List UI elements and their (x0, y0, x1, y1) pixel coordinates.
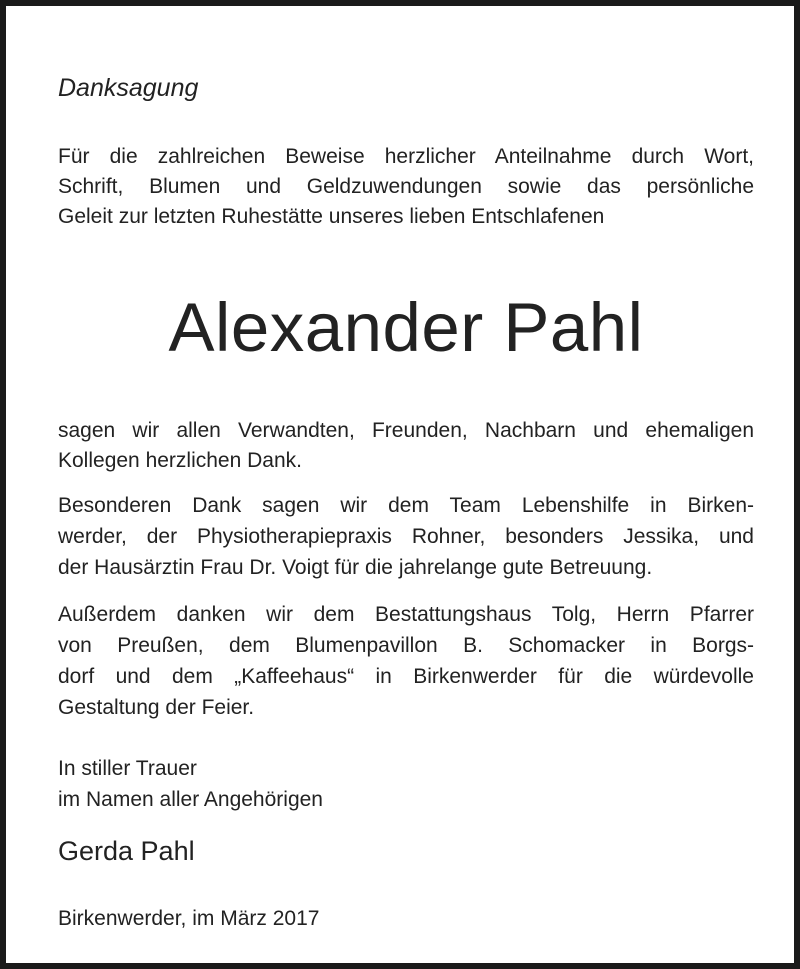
signer-name: Gerda Pahl (58, 836, 195, 866)
closing-line: In stiller Trauer (58, 757, 197, 780)
special-thanks-line: Besonderen Dank sagen wir dem Team Lebenshilfe in Birken- (58, 494, 754, 517)
intro-line: Schrift, Blumen und Geldzuwendungen sowie das persönliche (58, 175, 754, 198)
deceased-name: Alexander Pahl (168, 289, 644, 366)
further-thanks-line: Außerdem danken wir dem Bestattungshaus Tolg, Herrn Pfarrer (58, 603, 754, 626)
notice-heading: Danksagung (58, 74, 199, 102)
further-thanks-line: Gestaltung der Feier. (58, 696, 255, 719)
thanks-line: Kollegen herzlichen Dank. (58, 449, 302, 472)
intro-line: Für die zahlreichen Beweise herzlicher Anteilnahme durch Wort, (58, 145, 754, 168)
special-thanks-line: der Hausärztin Frau Dr. Voigt für die jahrelange gute Betreuung. (58, 556, 653, 579)
further-thanks-line: von Preußen, dem Blumenpavillon B. Schomacker in Borgs- (58, 634, 754, 657)
closing-line: im Namen aller Angehörigen (58, 788, 323, 811)
intro-line: Geleit zur letzten Ruhestätte unseres lieben Entschlafenen (58, 205, 605, 228)
thanks-line: sagen wir allen Verwandten, Freunden, Nachbarn und ehemaligen (58, 419, 754, 442)
further-thanks-line: dorf und dem „Kaffeehaus“ in Birkenwerder für die würdevolle (58, 665, 754, 688)
special-thanks-line: werder, der Physiotherapiepraxis Rohner, besonders Jessika, und (58, 525, 754, 548)
place-date: Birkenwerder, im März 2017 (58, 907, 320, 930)
